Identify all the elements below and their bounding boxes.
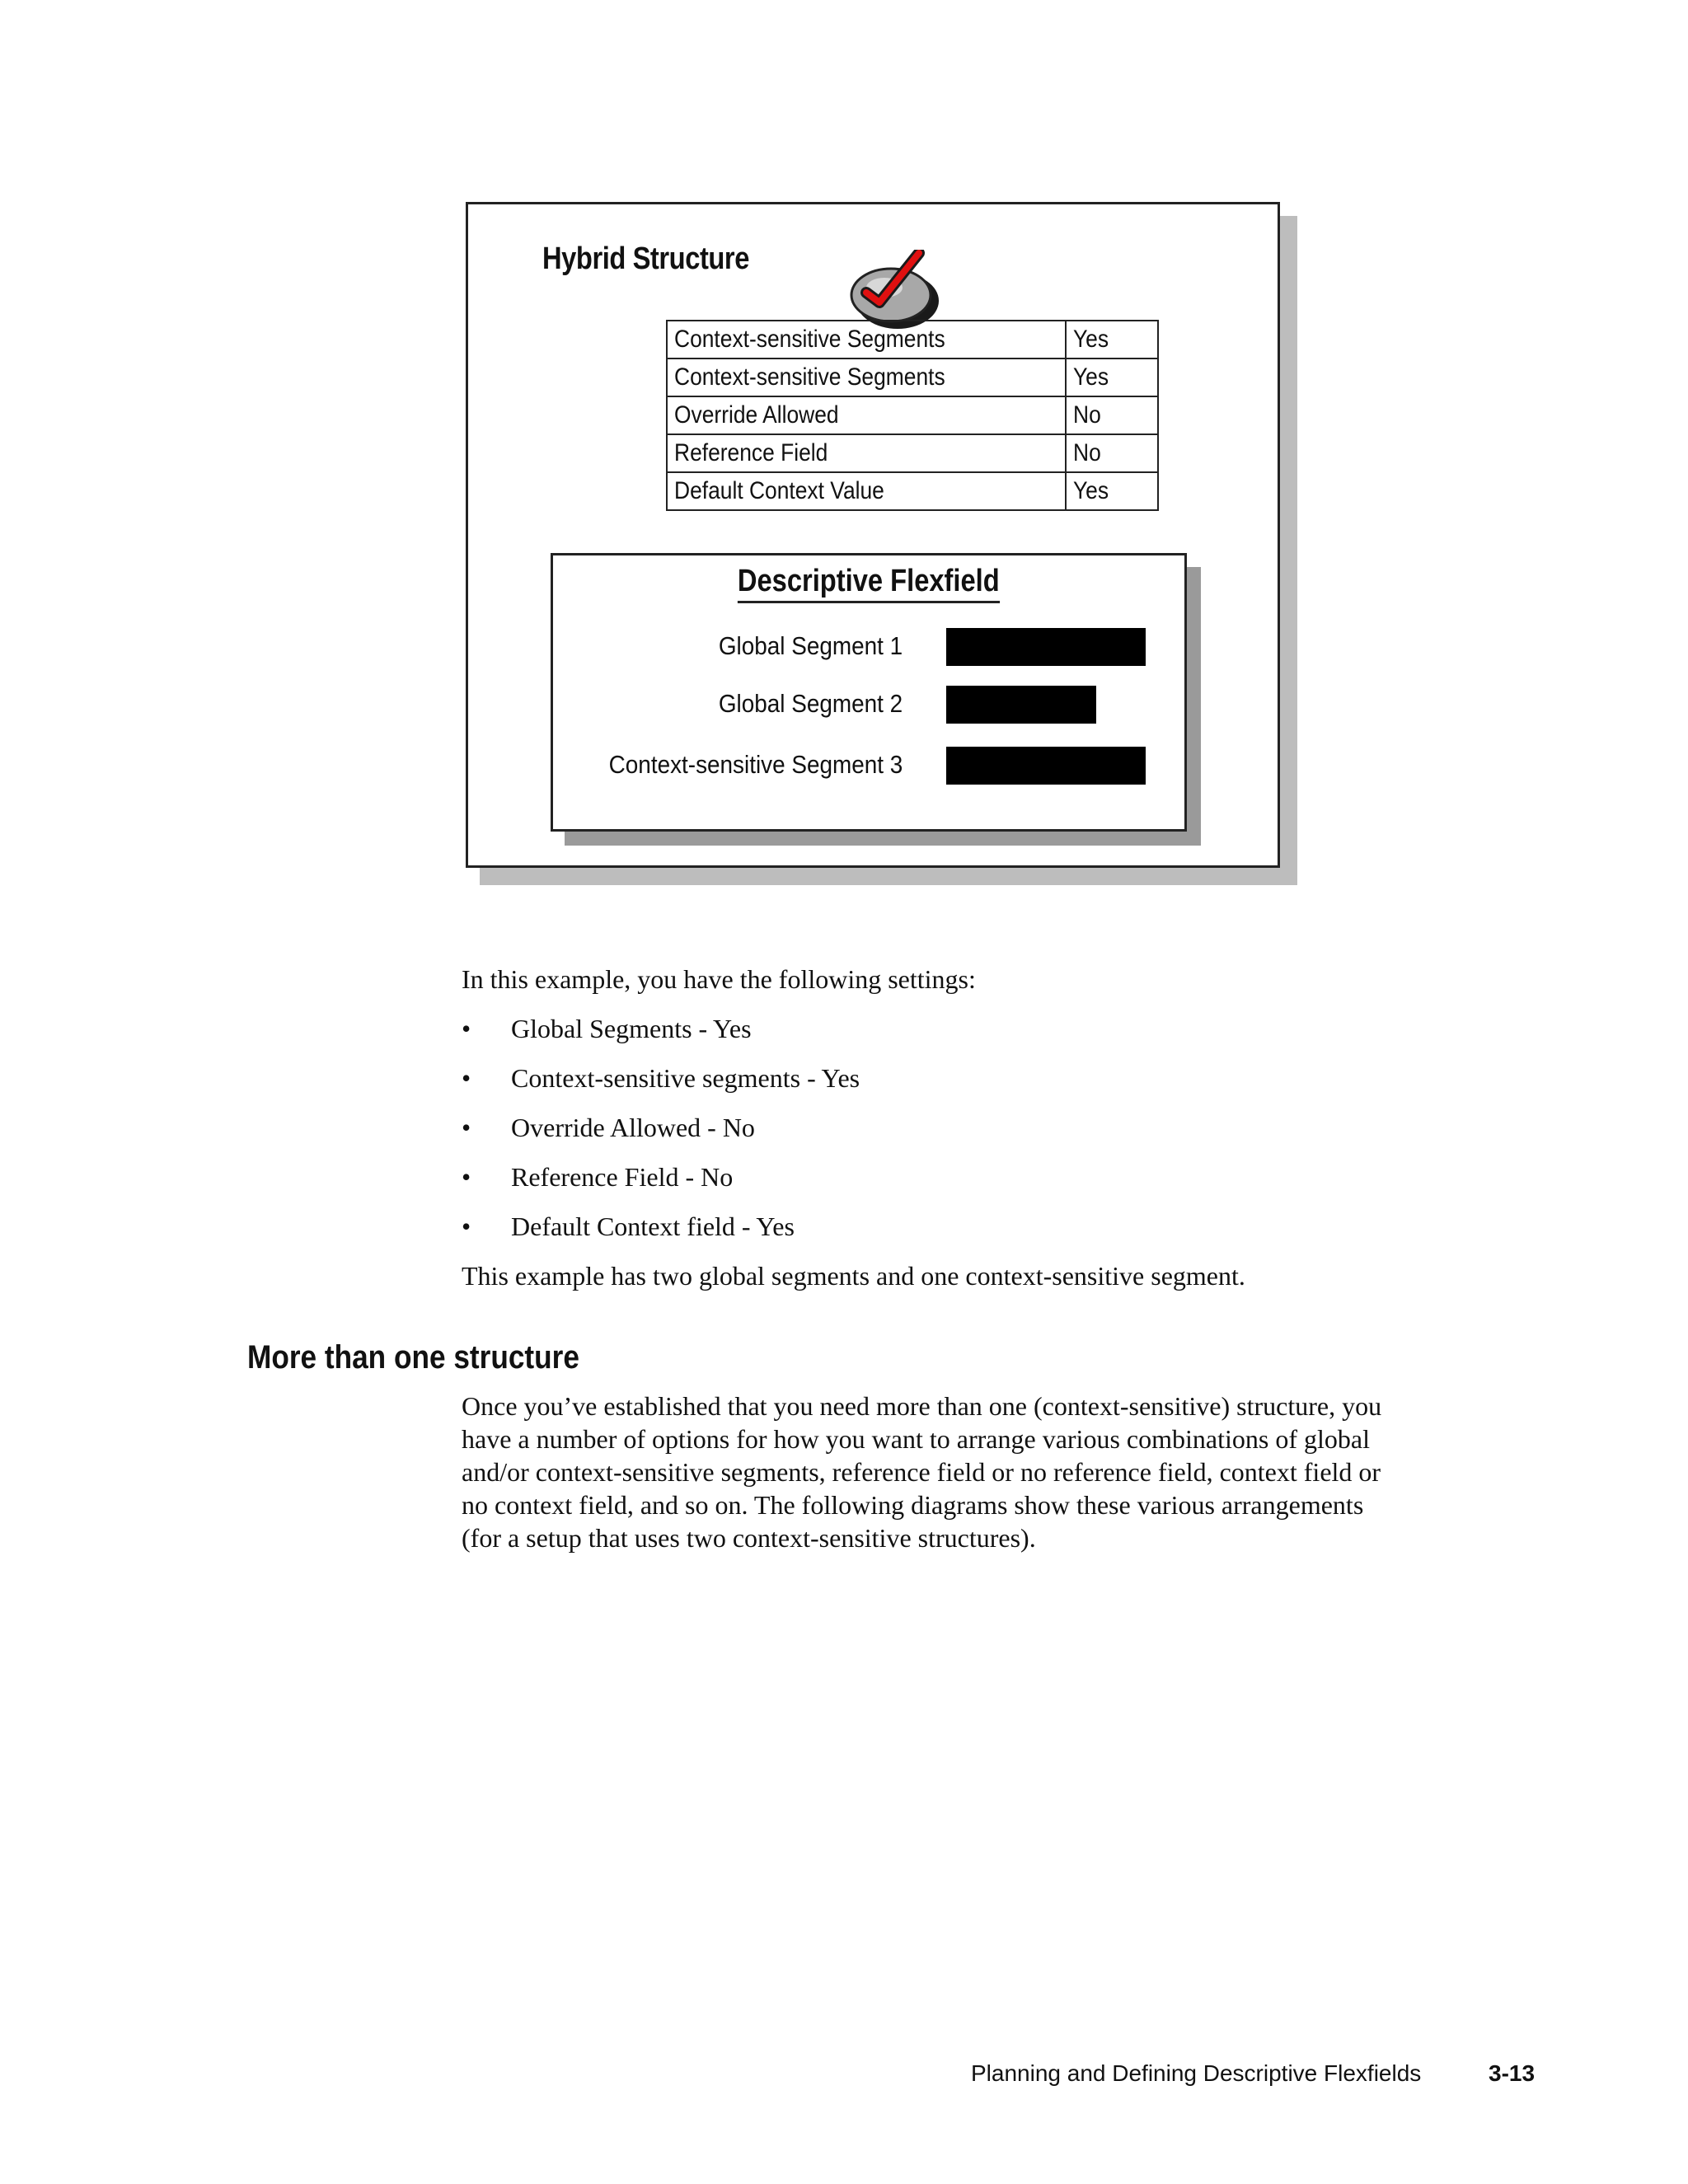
bullet-icon: • [462, 1162, 471, 1192]
section-paragraph [462, 1390, 1525, 1554]
bullet-icon: • [462, 1014, 471, 1043]
bullet-icon: • [462, 1063, 471, 1093]
figure-title: Hybrid Structure [542, 241, 749, 276]
setting-value: No [1066, 396, 1158, 434]
setting-value: Yes [1066, 472, 1158, 510]
setting-label: Default Context Value [667, 472, 1066, 510]
paragraph-line: Once you’ve established that you need more than one (context-sensitive) structure, you [462, 1391, 1382, 1421]
page-number: 3-13 [1489, 2060, 1536, 2086]
setting-value: Yes [1066, 359, 1158, 396]
paragraph-line: have a number of options for how you want to arrange various combinations of global [462, 1424, 1370, 1454]
list-item: Override Allowed - No [511, 1113, 755, 1142]
paragraph-line: (for a setup that uses two context-sensitive structures). [462, 1523, 1036, 1553]
setting-label: Context-sensitive Segments [667, 321, 1066, 359]
list-item: Global Segments - Yes [511, 1014, 752, 1043]
setting-value: No [1066, 434, 1158, 472]
segment-label: Global Segment 2 [718, 689, 903, 718]
bullet-icon: • [462, 1212, 471, 1241]
settings-table [666, 320, 1159, 511]
section-heading: More than one structure [247, 1339, 579, 1376]
setting-label: Reference Field [667, 434, 1066, 472]
list-item: Default Context field - Yes [511, 1212, 795, 1241]
paragraph-line: no context field, and so on. The following diagrams show these various arrangements [462, 1490, 1364, 1520]
setting-value: Yes [1066, 321, 1158, 359]
segment-field [946, 628, 1146, 666]
table-row [667, 396, 1158, 434]
bullet-icon: • [462, 1113, 471, 1142]
list-item: Context-sensitive segments - Yes [511, 1063, 860, 1093]
segment-field [946, 686, 1096, 724]
intro-paragraph: In this example, you have the following settings: [462, 964, 976, 994]
summary-paragraph: This example has two global segments and one context-sensitive segment. [462, 1261, 1245, 1291]
paragraph-line: and/or context-sensitive segments, reference field or no reference field, context field or [462, 1457, 1381, 1487]
footer-title: Planning and Defining Descriptive Flexfields [971, 2060, 1422, 2086]
table-row [667, 434, 1158, 472]
table-row [667, 359, 1158, 396]
descriptive-flexfield-window [551, 553, 1187, 832]
hybrid-structure-figure [466, 202, 1280, 868]
list-item: Reference Field - No [511, 1162, 734, 1192]
segment-field [946, 747, 1146, 785]
setting-label: Override Allowed [667, 396, 1066, 434]
segment-label: Global Segment 1 [718, 631, 903, 660]
table-row [667, 472, 1158, 510]
segment-label: Context-sensitive Segment 3 [608, 750, 903, 779]
table-row [667, 321, 1158, 359]
flexfield-title: Descriptive Flexfield [553, 564, 1184, 603]
setting-label: Context-sensitive Segments [667, 359, 1066, 396]
